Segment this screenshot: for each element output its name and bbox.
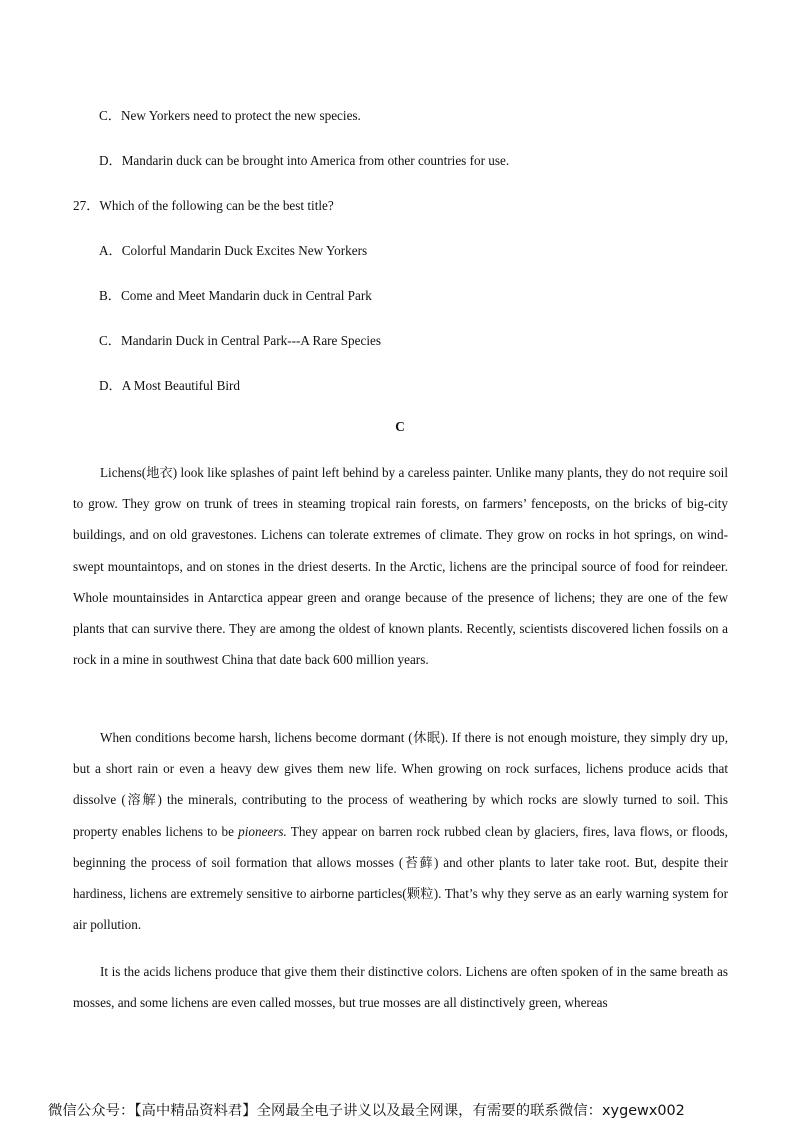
q27-option-a: A．Colorful Mandarin Duck Excites New Yorkers — [99, 243, 368, 258]
pioneers-emphasis: pioneers. — [238, 823, 287, 839]
q27-question: 27．Which of the following can be the best title? — [73, 198, 334, 213]
passage-paragraph-1: Lichens(地衣) look like splashes of paint left behind by a careless painter. Unlike many plants, they do not require soil to grow. They grow on trunk of trees in steaming tropical rain forests, on farmers’ fenceposts, on the bricks of big-city buildings, and on old gravestones. Lichens can tolerate extremes of climate. They grow on rocks in hot springs, on wind-swept mountaintops, and on stones in the driest deserts. In the Arctic, lichens are the principal source of food for reindeer. Whole mountainsides in Antarctica appear green and orange because of the presence of lichens; they are one of the few plants that can survive there. They are among the oldest of known plants. Recently, scientists discovered lichen fossils on a rock in a mine in southwest China that date back 600 million years. — [73, 465, 728, 668]
q27-option-c: C．Mandarin Duck in Central Park---A Rare Species — [99, 333, 381, 348]
paragraph-2-text-a: When conditions become harsh, lichens become dormant (休眠). If there is not enough moisture, they simply dry up, but a short rain or even a heavy dew gives them new life. When growing on rock surfaces, lichens produce acids that dissolve (溶解) the minerals, contributing to the process of weathering by which rocks are slowly turned to soil. This property enables lichens to be — [73, 730, 728, 839]
q26-option-d: D．Mandarin duck can be brought into America from other countries for use. — [99, 153, 510, 168]
footer-notice: 微信公众号：【高中精品资料君】全网最全电子讲义以及最全网课，有需要的联系微信：xygewx002 — [48, 1103, 685, 1119]
section-title: C — [395, 419, 405, 434]
paragraph-2-text-b: They appear on barren rock rubbed clean by glaciers, fires, lava flows, or floods, beginning the process of soil formation that allows mosses (苔藓) and other plants to later take root. But, despite their hardiness, lichens are extremely sensitive to airborne particles(颗粒). That’s why they serve as an early warning system for air pollution. — [73, 823, 728, 933]
q27-option-d: D．A Most Beautiful Bird — [99, 378, 241, 393]
passage-paragraph-3: It is the acids lichens produce that give them their distinctive colors. Lichens are often spoken of in the same breath as mosses, and some lichens are even called mosses, but true mosses are all distinctively green, whereas — [73, 964, 728, 1011]
q27-option-b: B．Come and Meet Mandarin duck in Central Park — [99, 288, 372, 303]
q26-option-c: C．New Yorkers need to protect the new species. — [99, 108, 361, 123]
passage-paragraph-2 — [73, 722, 728, 940]
